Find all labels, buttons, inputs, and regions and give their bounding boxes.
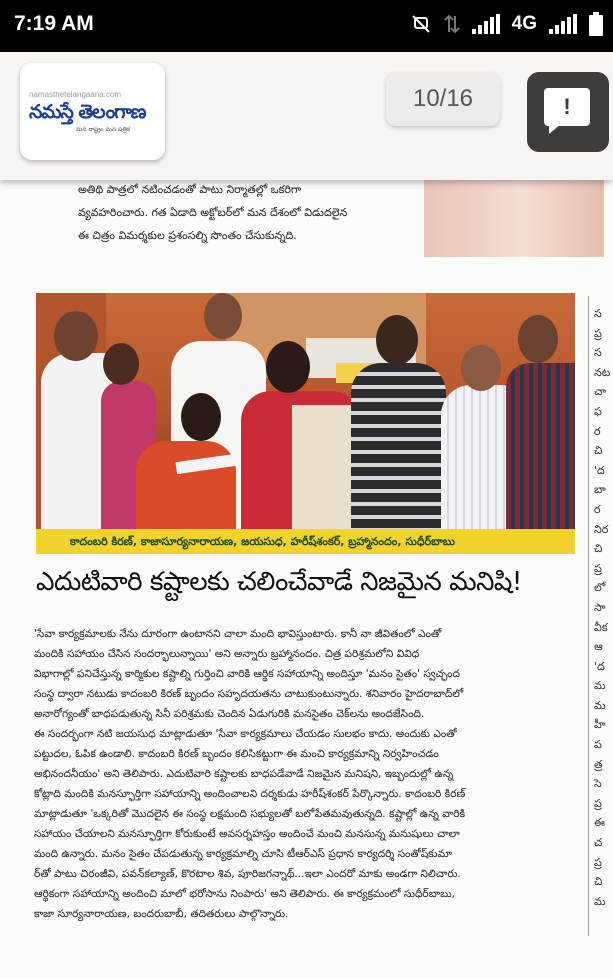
newspaper-logo-button[interactable] <box>20 63 165 160</box>
column-fragment-char: ప <box>594 738 602 752</box>
column-fragment-char: ర <box>594 502 601 516</box>
article-line: సంస్థ ద్వారా నటుడు కాదంబరి కిరణ్ బృందం సహృదయతను చాటుకుంటున్నారు. శనివారం హైదరాబాద్‌లో <box>34 688 464 700</box>
column-fragment-char: చా <box>594 385 607 399</box>
article-line: మాట్లాడుతూ 'ఒక్కరితో మొదలైన ఈ సంస్థ లక్షమంది సభ్యులతో బలోపేతమవుతున్నది. కష్టాల్లో ఉన్న వారికి <box>34 808 466 820</box>
column-fragment-char: చి <box>594 444 603 458</box>
column-fragment-char: బా <box>594 483 606 497</box>
column-fragment-char: త్ర <box>594 757 603 771</box>
column-divider <box>588 296 589 936</box>
column-fragment-char: మ <box>594 698 606 712</box>
column-fragment-char: చ <box>594 836 603 850</box>
column-fragment-char: ర <box>594 424 601 438</box>
article-line: కోట్లాది మందికి మనస్ఫూర్తిగా సహాయాన్ని అందించాలని దర్శకుడు హరీష్‌శంకర్ పేర్కొన్నారు. కాదంబరి కిరణ్ <box>34 788 466 800</box>
feedback-icon: ! <box>544 88 590 126</box>
previous-photo-fragment <box>424 180 604 257</box>
article-line: విభాగాల్లో పనిచేస్తున్న కార్మికుల కష్టాల్ని గుర్తించి వారికి ఆర్థిక సహాయాన్ని అందిస్తూ 'మనం సైతం' స్వచ్ఛంద <box>34 668 460 680</box>
column-fragment-char: స <box>594 346 602 360</box>
column-fragment-char: సా <box>594 600 606 614</box>
feedback-button[interactable] <box>527 72 609 152</box>
column-fragment-char: ఆ <box>594 640 603 654</box>
column-fragment-char: నట <box>594 365 611 379</box>
network-type: 4G <box>511 13 537 34</box>
article-headline: ఎదుటివారి కష్టాలకు చలించేవాడే నిజమైన మనిషి! <box>36 567 522 597</box>
status-time: 7:19 AM <box>14 12 94 35</box>
status-bar <box>0 0 613 52</box>
column-fragment-char: ప్ర <box>594 561 602 575</box>
app-bar <box>0 52 613 180</box>
article-line: అభినందనీయం' అని తెలిపారు. ఎదుటివారి కష్టాలకు బాధపడేవాడే నిజమైన మనిషని, ఇబ్బందుల్లో ఉన్న <box>34 768 454 780</box>
previous-article-line: ఈ చిత్రం విమర్శకుల ప్రశంసల్ని సొంతం చేసుకున్నది. <box>78 229 297 242</box>
battery-icon <box>589 12 603 36</box>
article-line: కాజా సూర్యనారాయణ, బందరుబాబీ, తదితరులు పాల్గొన్నారు. <box>34 908 289 920</box>
column-fragment-char: ప్ర <box>594 855 602 869</box>
column-fragment-char: ప్ర <box>594 796 602 810</box>
logo-url: namasthetelangaana.com <box>29 90 122 99</box>
column-fragment-char: వీక <box>594 620 608 634</box>
column-fragment-char: నిర <box>594 522 609 536</box>
article-line: ర్‌తో పాటు చిరంజీవి, పవన్‌కల్యాణ్, కొరటాల శివ, పూరిజగన్నాథ్...ఇలా ఎందరో మాకు అండగా నిలిచారు. <box>34 868 461 880</box>
article-line: పట్టుదల, ఓపిక ఉండాలి. కాదంబరి కిరణ్ బృందం కలిసికట్టుగా ఈ మంచి కార్యక్రమాన్ని నిర్వహించడం <box>34 748 439 760</box>
column-fragment-char: ఫ <box>594 404 602 418</box>
article-line: సహాయం చేయాలని మనస్ఫూర్తిగా కోరుకుంటే అవసర్నహస్తం అందించే మంచి మనసున్న మనుషులు చాలా <box>34 828 460 840</box>
article-body <box>34 624 582 940</box>
column-fragment-char: సె <box>594 777 602 791</box>
photo-caption: కాదంబరి కిరణ్, కాజాసూర్యనారాయణ, జయసుధ, హరీష్‌శంకర్, బ్రహ్మానందం, సుధీర్‌బాబు <box>36 529 575 554</box>
mute-icon <box>410 14 432 34</box>
column-fragment-char: హీ <box>594 718 606 732</box>
article-line: ఆర్థికంగా సహాయాన్ని అందించి మాలో భరోసాను నింపారు' అని తెలిపారు. ఈ కార్యక్రమంలో సుధీర్‌బాబు, <box>34 888 456 900</box>
column-fragment-char: మ <box>594 894 606 908</box>
column-fragment-char: ప్ర <box>594 326 602 340</box>
adjacent-column-fragment <box>594 304 613 911</box>
article-line: మందికి సహాయం చేసిన సందర్భాలున్నాయి' అని అన్నారు బ్రహ్మానందం. చిత్ర పరిశ్రమలోని వివిధ <box>34 648 420 660</box>
article-line: మంది ఉన్నారు. మనం సైతం చేపడుతున్న కార్యక్రమాల్ని చూసి టీఆర్‌ఎస్ ప్రధాన కార్యదర్శి సంతోష్‌కుమా <box>34 848 453 860</box>
column-fragment-char: ఈ <box>594 816 605 830</box>
article-line: అనారోగ్యంతో బాధపడుతున్న సినీ పరిశ్రమకు చెందిన ఏడుగురికి మనసైతం చెక్‌లను అందజేసింది. <box>34 708 425 720</box>
data-transfer-icon <box>444 14 460 34</box>
previous-article-line: వ్యవహరించారు. గత ఏడాది అక్టోబర్‌లో మన దేశంలో విడుదలైన <box>78 206 348 219</box>
previous-article-line: అతిథి పాత్రలో నటించడంతో పాటు నిర్మాతల్లో ఒకరిగా <box>78 183 302 196</box>
article-line: 'సేవా కార్యక్రమాలకు నేను దూరంగా ఉంటానని చాలా మంది భావిస్తుంటారు. కానీ నా జీవితంలో ఎంతో <box>34 628 442 640</box>
column-fragment-char: చి <box>594 875 603 889</box>
article-line: ఈ సందర్భంగా నటి జయసుధ మాట్లాడుతూ 'సేవా కార్యక్రమాలు చేయడం సులభం కాదు. అందుకు ఎంతో <box>34 728 457 740</box>
column-fragment-char: 'ద <box>594 659 605 673</box>
logo-name: నమస్తే తెలంగాణ <box>29 101 146 123</box>
page-indicator[interactable]: 10/16 <box>386 72 500 126</box>
column-fragment-char: 'ద <box>594 463 605 477</box>
logo-tagline: మన రాష్ట్రం మన పత్రిక <box>76 126 131 133</box>
column-fragment-char: లో <box>594 581 606 595</box>
column-fragment-char: చి <box>594 542 603 556</box>
column-fragment-char: మ <box>594 679 606 693</box>
column-fragment-char: స <box>594 307 602 320</box>
signal-icon-2 <box>549 14 577 34</box>
status-icons <box>410 12 603 36</box>
signal-icon <box>472 14 500 34</box>
article-photo <box>36 293 575 529</box>
